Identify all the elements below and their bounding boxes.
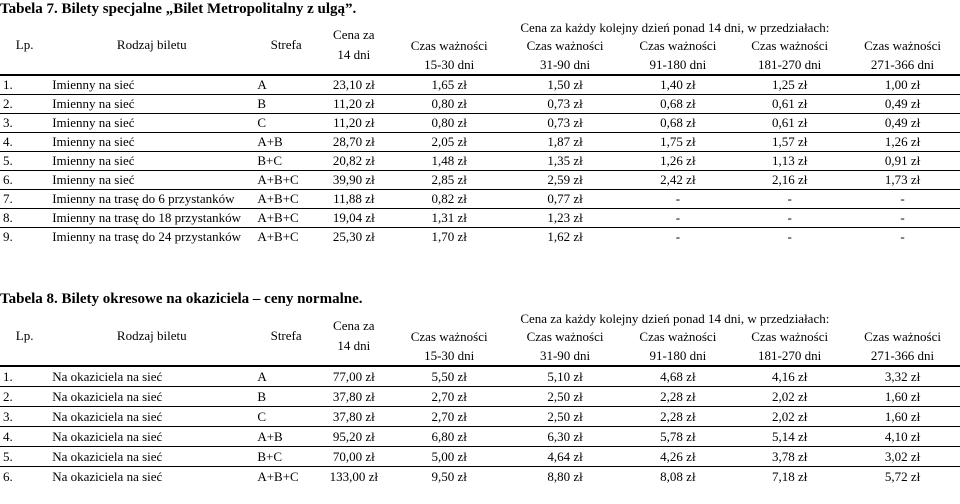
cell-price-14-days: 77,00 zł xyxy=(318,366,390,387)
cell-zone: B+C xyxy=(254,447,318,467)
cell-price-181-270: 1,25 zł xyxy=(734,75,845,95)
table-row xyxy=(0,366,960,387)
cell-price-181-270: 4,16 zł xyxy=(734,366,845,387)
header-validity-range xyxy=(734,327,845,366)
cell-zone: B+C xyxy=(254,152,318,171)
table7 xyxy=(0,16,960,246)
table-row xyxy=(0,447,960,467)
cell-price-15-30: 1,70 zł xyxy=(390,228,509,247)
header-validity-range xyxy=(509,327,622,366)
cell-price-14-days: 39,90 zł xyxy=(318,171,390,190)
cell-price-271-366: 0,49 zł xyxy=(845,95,960,114)
header-range-value: 91-180 dni xyxy=(649,348,707,363)
cell-price-15-30: 2,70 zł xyxy=(390,407,509,427)
cell-ticket-type: Na okaziciela na sieć xyxy=(49,447,254,467)
cell-price-271-366: - xyxy=(845,228,960,247)
header-daily-price-span: Cena za każdy kolejny dzień ponad 14 dni, w przedziałach: xyxy=(520,311,830,326)
cell-ticket-type: Na okaziciela na sieć xyxy=(49,427,254,447)
cell-price-91-180: 1,75 zł xyxy=(621,133,734,152)
cell-price-91-180: 0,68 zł xyxy=(621,95,734,114)
header-range-value: 31-90 dni xyxy=(539,348,591,363)
cell-lp: 8. xyxy=(0,209,49,228)
cell-lp: 5. xyxy=(0,447,49,467)
cell-price-31-90: 8,80 zł xyxy=(509,467,622,487)
cell-lp: 7. xyxy=(0,190,49,209)
cell-price-181-270: 0,61 zł xyxy=(734,95,845,114)
header-zone: Strefa xyxy=(270,37,302,52)
table-row xyxy=(0,95,960,114)
header-validity-label: Czas ważności xyxy=(639,38,717,53)
header-range-value: 15-30 dni xyxy=(424,348,475,363)
cell-price-15-30: 2,70 zł xyxy=(390,387,509,407)
cell-price-14-days: 11,20 zł xyxy=(318,95,390,114)
cell-zone: A+B xyxy=(254,427,318,447)
header-validity-label: Czas ważności xyxy=(526,38,604,53)
header-lp: Lp. xyxy=(15,37,34,52)
table-row xyxy=(0,228,960,247)
cell-price-15-30: 1,65 zł xyxy=(390,75,509,95)
table-row xyxy=(0,427,960,447)
header-ticket-type: Rodzaj biletu xyxy=(116,37,187,52)
cell-zone: B xyxy=(254,387,318,407)
table-row xyxy=(0,75,960,95)
cell-price-31-90: 0,73 zł xyxy=(509,95,622,114)
cell-price-14-days: 19,04 zł xyxy=(318,209,390,228)
cell-zone: B xyxy=(254,95,318,114)
cell-ticket-type: Imienny na sieć xyxy=(49,171,254,190)
header-row-top xyxy=(0,307,960,327)
cell-price-15-30: 0,82 zł xyxy=(390,190,509,209)
cell-lp: 3. xyxy=(0,407,49,427)
cell-zone: A+B+C xyxy=(254,467,318,487)
cell-price-91-180: 4,68 zł xyxy=(621,366,734,387)
cell-price-91-180: - xyxy=(621,209,734,228)
table-row xyxy=(0,114,960,133)
cell-price-91-180: 0,68 zł xyxy=(621,114,734,133)
header-range-value: 181-270 dni xyxy=(758,348,822,363)
header-price-14-days xyxy=(318,307,390,366)
table-row xyxy=(0,467,960,487)
header-validity-label: Czas ważności xyxy=(526,329,604,344)
cell-price-14-days: 11,88 zł xyxy=(318,190,390,209)
header-price-line1: Cena za xyxy=(333,318,375,333)
cell-price-91-180: 2,28 zł xyxy=(621,387,734,407)
cell-price-271-366: 1,73 zł xyxy=(845,171,960,190)
table-row xyxy=(0,171,960,190)
cell-zone: A+B+C xyxy=(254,190,318,209)
cell-price-14-days: 28,70 zł xyxy=(318,133,390,152)
cell-price-15-30: 2,85 zł xyxy=(390,171,509,190)
header-range-value: 271-366 dni xyxy=(870,57,935,72)
cell-ticket-type: Imienny na sieć xyxy=(49,95,254,114)
cell-price-271-366: 1,60 zł xyxy=(845,387,960,407)
header-ticket-type: Rodzaj biletu xyxy=(116,328,187,343)
cell-price-271-366: 0,91 zł xyxy=(845,152,960,171)
cell-price-15-30: 1,31 zł xyxy=(390,209,509,228)
header-validity-range xyxy=(390,36,509,75)
cell-zone: A xyxy=(254,75,318,95)
cell-price-271-366: 1,60 zł xyxy=(845,407,960,427)
table8 xyxy=(0,307,960,486)
cell-lp: 4. xyxy=(0,427,49,447)
header-validity-range xyxy=(734,36,845,75)
table-row xyxy=(0,407,960,427)
cell-price-91-180: 1,40 zł xyxy=(621,75,734,95)
cell-price-31-90: 1,23 zł xyxy=(509,209,622,228)
cell-ticket-type: Imienny na sieć xyxy=(49,133,254,152)
cell-price-14-days: 95,20 zł xyxy=(318,427,390,447)
cell-price-181-270: 2,16 zł xyxy=(734,171,845,190)
cell-price-91-180: - xyxy=(621,190,734,209)
header-row-top xyxy=(0,16,960,36)
cell-price-271-366: 1,26 zł xyxy=(845,133,960,152)
cell-lp: 6. xyxy=(0,467,49,487)
cell-ticket-type: Imienny na trasę do 24 przystanków xyxy=(49,228,254,247)
table-row xyxy=(0,190,960,209)
cell-price-31-90: 1,35 zł xyxy=(509,152,622,171)
cell-price-271-366: 1,00 zł xyxy=(845,75,960,95)
cell-price-31-90: 1,50 zł xyxy=(509,75,622,95)
table-row xyxy=(0,387,960,407)
cell-price-91-180: 5,78 zł xyxy=(621,427,734,447)
table-row xyxy=(0,209,960,228)
header-price-line2: 14 dni xyxy=(337,47,371,62)
cell-lp: 4. xyxy=(0,133,49,152)
cell-price-181-270: 5,14 zł xyxy=(734,427,845,447)
cell-price-271-366: 5,72 zł xyxy=(845,467,960,487)
header-zone: Strefa xyxy=(270,328,302,343)
cell-price-14-days: 37,80 zł xyxy=(318,387,390,407)
cell-price-31-90: 1,87 zł xyxy=(509,133,622,152)
cell-price-181-270: 2,02 zł xyxy=(734,407,845,427)
cell-price-15-30: 0,80 zł xyxy=(390,95,509,114)
cell-price-31-90: 6,30 zł xyxy=(509,427,622,447)
header-validity-label: Czas ważności xyxy=(864,38,941,53)
cell-ticket-type: Imienny na sieć xyxy=(49,114,254,133)
table-row xyxy=(0,152,960,171)
cell-lp: 2. xyxy=(0,387,49,407)
header-validity-label: Czas ważności xyxy=(751,38,829,53)
cell-price-14-days: 70,00 zł xyxy=(318,447,390,467)
cell-price-271-366: - xyxy=(845,209,960,228)
header-daily-price-span: Cena za każdy kolejny dzień ponad 14 dni, w przedziałach: xyxy=(520,20,830,35)
cell-zone: A+B+C xyxy=(254,171,318,190)
header-range-value: 91-180 dni xyxy=(649,57,707,72)
cell-price-181-270: 7,18 zł xyxy=(734,467,845,487)
cell-price-14-days: 37,80 zł xyxy=(318,407,390,427)
cell-zone: A+B+C xyxy=(254,228,318,247)
cell-ticket-type: Imienny na trasę do 6 przystanków xyxy=(49,190,254,209)
header-range-value: 31-90 dni xyxy=(539,57,591,72)
cell-price-181-270: 1,57 zł xyxy=(734,133,845,152)
cell-price-14-days: 20,82 zł xyxy=(318,152,390,171)
header-validity-range xyxy=(845,36,960,75)
cell-price-15-30: 2,05 zł xyxy=(390,133,509,152)
cell-ticket-type: Imienny na trasę do 18 przystanków xyxy=(49,209,254,228)
header-validity-label: Czas ważności xyxy=(410,38,488,53)
cell-price-31-90: 5,10 zł xyxy=(509,366,622,387)
cell-price-31-90: 0,77 zł xyxy=(509,190,622,209)
cell-price-271-366: - xyxy=(845,190,960,209)
cell-price-15-30: 5,50 zł xyxy=(390,366,509,387)
cell-price-31-90: 2,50 zł xyxy=(509,387,622,407)
cell-lp: 3. xyxy=(0,114,49,133)
cell-zone: A+B+C xyxy=(254,209,318,228)
cell-price-181-270: 3,78 zł xyxy=(734,447,845,467)
cell-price-14-days: 25,30 zł xyxy=(318,228,390,247)
cell-price-15-30: 6,80 zł xyxy=(390,427,509,447)
table-row xyxy=(0,133,960,152)
table8-title: Tabela 8. Bilety okresowe na okaziciela – ceny normalne. xyxy=(0,291,363,307)
cell-ticket-type: Na okaziciela na sieć xyxy=(49,467,254,487)
cell-ticket-type: Na okaziciela na sieć xyxy=(49,387,254,407)
cell-price-15-30: 9,50 zł xyxy=(390,467,509,487)
cell-price-271-366: 3,32 zł xyxy=(845,366,960,387)
cell-price-31-90: 1,62 zł xyxy=(509,228,622,247)
cell-zone: A xyxy=(254,366,318,387)
cell-price-91-180: 8,08 zł xyxy=(621,467,734,487)
header-validity-range xyxy=(621,36,734,75)
cell-ticket-type: Imienny na sieć xyxy=(49,152,254,171)
cell-price-181-270: 1,13 zł xyxy=(734,152,845,171)
cell-zone: C xyxy=(254,114,318,133)
cell-ticket-type: Na okaziciela na sieć xyxy=(49,407,254,427)
cell-lp: 1. xyxy=(0,75,49,95)
header-validity-label: Czas ważności xyxy=(410,329,488,344)
cell-lp: 6. xyxy=(0,171,49,190)
header-price-line1: Cena za xyxy=(333,27,375,42)
cell-price-91-180: - xyxy=(621,228,734,247)
header-validity-label: Czas ważności xyxy=(751,329,829,344)
header-validity-range xyxy=(390,327,509,366)
cell-price-15-30: 0,80 zł xyxy=(390,114,509,133)
cell-price-271-366: 4,10 zł xyxy=(845,427,960,447)
cell-price-271-366: 0,49 zł xyxy=(845,114,960,133)
header-validity-range xyxy=(509,36,622,75)
header-range-value: 271-366 dni xyxy=(870,348,935,363)
cell-lp: 2. xyxy=(0,95,49,114)
cell-price-91-180: 1,26 zł xyxy=(621,152,734,171)
cell-lp: 1. xyxy=(0,366,49,387)
header-validity-label: Czas ważności xyxy=(864,329,941,344)
cell-price-181-270: - xyxy=(734,228,845,247)
cell-ticket-type: Na okaziciela na sieć xyxy=(49,366,254,387)
header-lp: Lp. xyxy=(15,328,34,343)
header-validity-range xyxy=(621,327,734,366)
cell-price-181-270: 0,61 zł xyxy=(734,114,845,133)
cell-price-91-180: 4,26 zł xyxy=(621,447,734,467)
cell-price-181-270: - xyxy=(734,209,845,228)
cell-price-15-30: 1,48 zł xyxy=(390,152,509,171)
cell-price-31-90: 0,73 zł xyxy=(509,114,622,133)
table7-title: Tabela 7. Bilety specjalne „Bilet Metropolitalny z ulgą”. xyxy=(0,1,357,17)
cell-price-271-366: 3,02 zł xyxy=(845,447,960,467)
cell-price-15-30: 5,00 zł xyxy=(390,447,509,467)
cell-price-31-90: 2,50 zł xyxy=(509,407,622,427)
cell-price-31-90: 2,59 zł xyxy=(509,171,622,190)
header-range-value: 181-270 dni xyxy=(758,57,822,72)
cell-price-14-days: 133,00 zł xyxy=(318,467,390,487)
cell-lp: 9. xyxy=(0,228,49,247)
cell-price-91-180: 2,28 zł xyxy=(621,407,734,427)
cell-price-91-180: 2,42 zł xyxy=(621,171,734,190)
cell-price-31-90: 4,64 zł xyxy=(509,447,622,467)
header-range-value: 15-30 dni xyxy=(424,57,475,72)
cell-lp: 5. xyxy=(0,152,49,171)
cell-zone: C xyxy=(254,407,318,427)
header-price-line2: 14 dni xyxy=(337,338,371,353)
cell-price-14-days: 23,10 zł xyxy=(318,75,390,95)
header-price-14-days xyxy=(318,16,390,75)
header-validity-label: Czas ważności xyxy=(639,329,717,344)
cell-price-181-270: - xyxy=(734,190,845,209)
cell-zone: A+B xyxy=(254,133,318,152)
header-validity-range xyxy=(845,327,960,366)
cell-price-181-270: 2,02 zł xyxy=(734,387,845,407)
cell-price-14-days: 11,20 zł xyxy=(318,114,390,133)
cell-ticket-type: Imienny na sieć xyxy=(49,75,254,95)
